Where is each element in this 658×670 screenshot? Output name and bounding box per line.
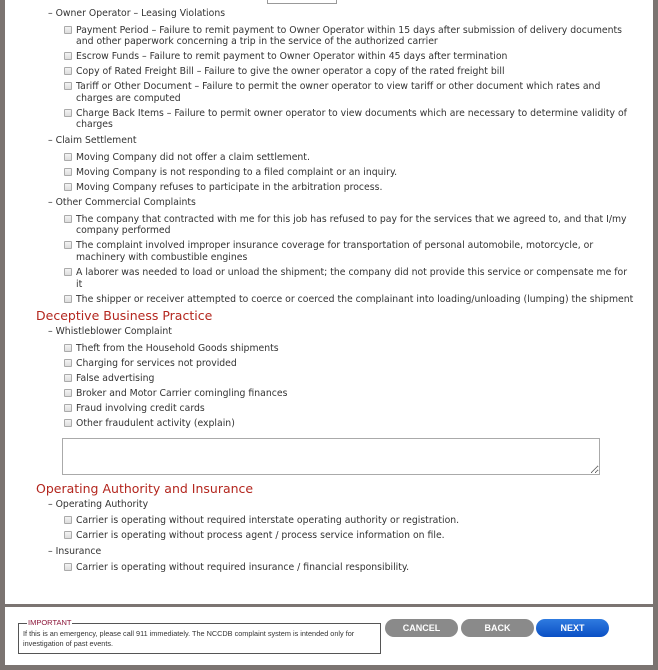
back-button[interactable]: BACK xyxy=(461,619,534,637)
checkbox[interactable] xyxy=(64,109,72,117)
checkbox-item[interactable] xyxy=(64,358,636,370)
top-input[interactable] xyxy=(267,0,337,4)
checkbox-item[interactable] xyxy=(64,81,636,104)
checkbox-label: Carrier is operating without required insurance / financial responsibility. xyxy=(76,562,410,574)
checkbox[interactable] xyxy=(64,295,72,303)
checkbox-item[interactable] xyxy=(64,152,636,164)
checkbox-item[interactable] xyxy=(64,343,636,355)
checkbox-item[interactable] xyxy=(64,66,636,78)
checkbox-label: Carrier is operating without required interstate operating authority or registration. xyxy=(76,515,460,527)
checkbox[interactable] xyxy=(64,374,72,382)
checkbox-item[interactable] xyxy=(64,182,636,194)
deceptive-heading: Deceptive Business Practice xyxy=(36,308,213,324)
checkbox-label: Other fraudulent activity (explain) xyxy=(76,418,235,430)
checkbox-item[interactable] xyxy=(64,373,636,385)
checkbox-list xyxy=(36,25,636,131)
important-text: If this is an emergency, please call 911 immediately. The NCCDB complaint system is intended only for investigation of past events. xyxy=(23,629,355,648)
checkbox-label: A laborer was needed to load or unload the shipment; the company did not provide this service or compensate me for it xyxy=(76,267,628,290)
checkbox-label: Charge Back Items – Failure to permit owner operator to view documents which are necessary to determine validity of charges xyxy=(76,107,627,131)
checkbox-item[interactable] xyxy=(64,214,636,237)
checkbox-label: Moving Company is not responding to a filed complaint or an inquiry. xyxy=(76,166,398,178)
checkbox-item[interactable] xyxy=(64,403,636,415)
checkbox[interactable] xyxy=(64,268,72,276)
checkbox-item[interactable] xyxy=(64,267,636,290)
checkbox-label: Copy of Rated Freight Bill – Failure to give the owner operator a copy of the rated freight bill xyxy=(76,66,505,78)
other-commercial-header: – Other Commercial Complaints xyxy=(48,197,196,209)
checkbox-item[interactable] xyxy=(64,25,636,48)
checkbox-label: The complaint involved improper insurance coverage for transportation of personal automobile, motorcycle, or machinery with combustible engines xyxy=(76,240,594,263)
footer xyxy=(5,607,653,665)
checkbox[interactable] xyxy=(64,389,72,397)
checkbox[interactable] xyxy=(64,52,72,60)
checkbox-label: Carrier is operating without process agent / process service information on file. xyxy=(76,530,445,542)
important-notice xyxy=(18,618,381,654)
checkbox-item[interactable] xyxy=(64,51,636,63)
checkbox-label: Moving Company refuses to participate in the arbitration process. xyxy=(76,181,383,193)
checkbox-item[interactable] xyxy=(64,108,636,131)
checkbox[interactable] xyxy=(64,516,72,524)
checkbox-list xyxy=(36,562,636,574)
checkbox[interactable] xyxy=(64,563,72,571)
checkbox[interactable] xyxy=(64,419,72,427)
checkbox-label: Payment Period – Failure to remit payment to Owner Operator within 15 days after submission of delivery documents and other paperwork concerning a trip in the service of the authorized carrier xyxy=(76,24,622,48)
next-button[interactable]: NEXT xyxy=(536,619,609,637)
checkbox[interactable] xyxy=(64,82,72,90)
checkbox-label: Fraud involving credit cards xyxy=(76,403,205,415)
owner-operator-header: – Owner Operator – Leasing Violations xyxy=(48,8,226,19)
checkbox[interactable] xyxy=(64,344,72,352)
explain-textarea[interactable] xyxy=(62,438,600,475)
checkbox-item[interactable] xyxy=(64,167,636,179)
complaint-form xyxy=(5,0,653,604)
checkbox-item[interactable] xyxy=(64,562,636,574)
checkbox-label: The company that contracted with me for this job has refused to pay for the services that we agreed to, and that I/my company performed xyxy=(76,213,627,237)
checkbox-label: Tariff or Other Document – Failure to permit the owner operator to view tariff or other document which rates and charges are computed xyxy=(76,81,601,104)
claim-settlement-header: – Claim Settlement xyxy=(48,134,137,146)
checkbox-list xyxy=(36,152,636,194)
checkbox-item[interactable] xyxy=(64,515,636,527)
checkbox-item[interactable] xyxy=(64,418,636,430)
insurance-header: – Insurance xyxy=(48,545,102,557)
checkbox[interactable] xyxy=(64,168,72,176)
checkbox-item[interactable] xyxy=(64,240,636,263)
whistleblower-header: – Whistleblower Complaint xyxy=(48,326,172,338)
checkbox[interactable] xyxy=(64,531,72,539)
checkbox[interactable] xyxy=(64,67,72,75)
checkbox[interactable] xyxy=(64,26,72,34)
checkbox-item[interactable] xyxy=(64,530,636,542)
operating-authority-header: – Operating Authority xyxy=(48,498,149,510)
cancel-button[interactable]: CANCEL xyxy=(385,619,458,637)
checkbox[interactable] xyxy=(64,215,72,223)
checkbox-label: Broker and Motor Carrier comingling finances xyxy=(76,388,288,399)
checkbox-label: Charging for services not provided xyxy=(76,357,237,369)
operating-heading: Operating Authority and Insurance xyxy=(36,480,254,496)
checkbox-list xyxy=(36,343,636,430)
checkbox-list xyxy=(36,515,636,542)
checkbox-label: Moving Company did not offer a claim settlement. xyxy=(76,151,310,163)
checkbox[interactable] xyxy=(64,183,72,191)
checkbox[interactable] xyxy=(64,153,72,161)
important-label: IMPORTANT xyxy=(28,618,72,627)
checkbox[interactable] xyxy=(64,404,72,412)
checkbox-label: The shipper or receiver attempted to coerce or coerced the complainant into loading/unloading (lumping) the shipment xyxy=(76,293,634,305)
checkbox-label: False advertising xyxy=(76,372,155,384)
checkbox-label: Escrow Funds – Failure to remit payment to Owner Operator within 45 days after termination xyxy=(76,51,508,63)
checkbox-item[interactable] xyxy=(64,294,636,306)
checkbox[interactable] xyxy=(64,359,72,367)
checkbox-label: Theft from the Household Goods shipments xyxy=(76,342,279,354)
checkbox-item[interactable] xyxy=(64,388,636,400)
checkbox[interactable] xyxy=(64,241,72,249)
checkbox-list xyxy=(36,214,636,305)
